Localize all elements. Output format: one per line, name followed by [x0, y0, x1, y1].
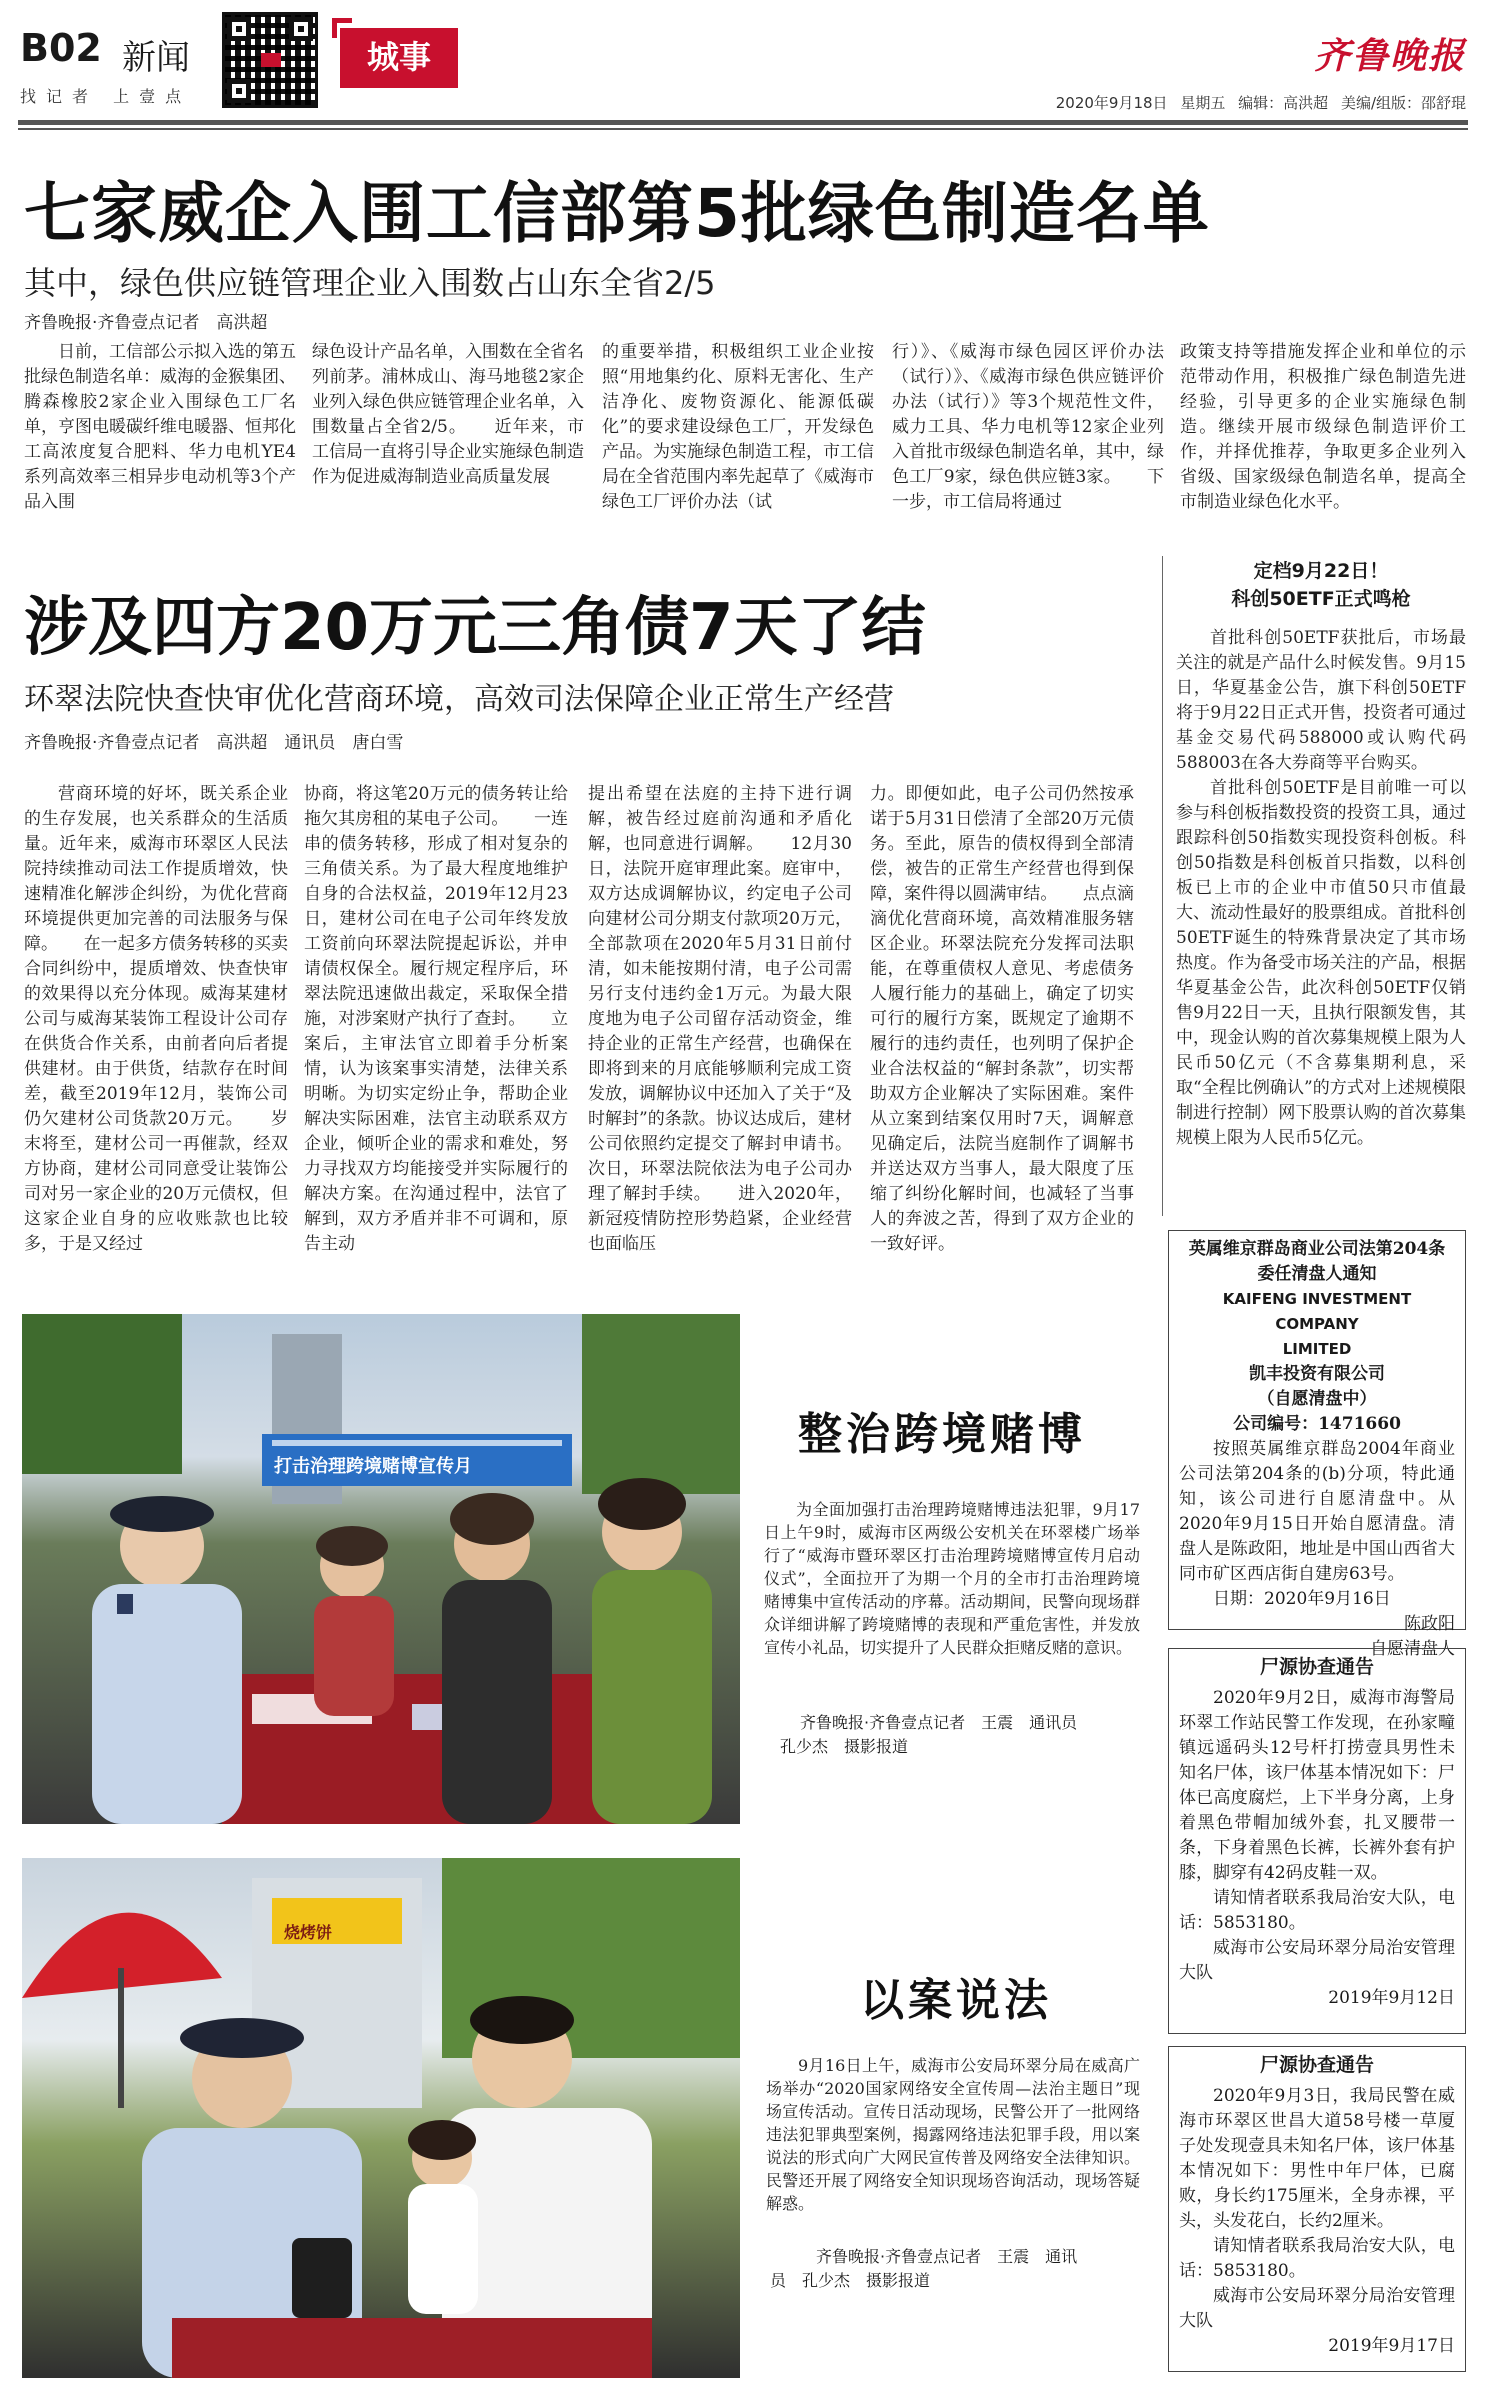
photo2-credit: 员 孔少杰 摄影报道 — [770, 2271, 931, 2290]
notice-company-number: 公司编号：1471660 — [1233, 1414, 1401, 1434]
header-rule — [18, 120, 1468, 125]
notice-title: 委任清盘人通知 — [1257, 1264, 1377, 1284]
issue-designer: 美编/组版：邵舒琨 — [1340, 94, 1466, 112]
article2-byline: 齐鲁晚报·齐鲁壹点记者 高洪超 通讯员 唐白雪 — [24, 733, 404, 753]
qr-logo-icon — [261, 53, 281, 67]
photo1-credit: 孔少杰 摄影报道 — [780, 1737, 909, 1756]
article1-byline: 齐鲁晚报·齐鲁壹点记者 高洪超 — [24, 313, 268, 333]
notice-date: 2019年9月17日 — [1328, 2336, 1455, 2356]
notice-contact: 请知情者联系我局治安大队，电话：5853180。 — [1179, 1888, 1455, 1933]
photo2-caption: 9月16日上午，威海市公安局环翠分局在威高广场举办“2020国家网络安全宣传周—法治主题日”现场宣传活动。宣传日活动现场，民警公开了一批网络违法犯罪典型案例，揭露网络违法犯罪手段，用以案说法的形式向广大网民宣传普及网络安全法律知识。民警还开展了网络安全知识现场咨询活动，现场答疑解惑。 — [766, 2056, 1140, 2213]
notice-contact: 请知情者联系我局治安大队，电话：5853180。 — [1179, 2236, 1455, 2281]
event-banner-text: 打击治理跨境赌博宣传月 — [274, 1456, 472, 1477]
header-rule — [18, 128, 1468, 130]
qr-eye-icon — [289, 17, 313, 41]
notice-issuer: 威海市公安局环翠分局治安管理大队 — [1179, 1938, 1455, 1983]
article1-column: 行）》、《威海市绿色园区评价办法（试行）》、《威海市绿色供应链评价办法（试行）》等3个规范性文件，威力工具、华力电机等12家企业列入首批市级绿色制造名单，其中，绿色工厂9家，绿色供应链3家。 下一步，市工信局将通过 — [892, 342, 1164, 512]
notice-body: 2020年9月3日，我局民警在威海市环翠区世昌大道58号楼一草厦子处发现壹具未知名尸体，该尸体基本情况如下：男性中年尸体，已腐败，身长约175厘米，全身赤裸，平头，头发花白，长约2厘米。 — [1179, 2086, 1455, 2231]
sidebar-body: 首批科创50ETF获批后，市场最关注的就是产品什么时候发售。9月15日，华夏基金公告，旗下科创50ETF将于9月22日正式开售，投资者可通过基金交易代码588000或认购代码588003在各大券商等平台购买。 首批科创50ETF是目前唯一可以参与科创板指数投资的投资工具，通过跟踪科创50指数实现投资科创板。科创50指数是科创板首只指数，以科创板已上市的企业中市值50只市值最大、流动性最好的股票组成。首批科创50ETF诞生的特殊背景决定了其市场热度。作为备受市场关注的产品，根据华夏基金公告，此次科创50ETF仅销售9月22日一天，且执行限额发售，其中，现金认购的首次募集规模上限为人民币50亿元（不含募集期利息，采取“全程比例确认”的方式对上述规模限制进行控制）网下股票认购的首次募集规模上限为人民币5亿元。 — [1176, 628, 1466, 1148]
corpse-identification-notice — [1168, 1648, 1466, 2034]
article2-subheadline: 环翠法院快查快审优化营商环境，高效司法保障企业正常生产经营 — [24, 682, 894, 717]
photo1-credit: 齐鲁晚报·齐鲁壹点记者 王震 通讯员 — [800, 1713, 1078, 1732]
cyber-security-event-photo — [22, 1858, 740, 2378]
photo2-headline: 以案说法 — [860, 1975, 1052, 2026]
qr-eye-icon — [227, 17, 251, 41]
section-name: 新闻 — [122, 38, 190, 78]
notice-company-status: （自愿清盘中） — [1257, 1389, 1377, 1409]
column-rule — [1162, 556, 1163, 1216]
article2-column: 力。即便如此，电子公司仍然按承诺于5月31日偿清了全部20万元债务。至此，原告的债权得到全部清偿，被告的正常生产经营也得到保障，案件得以圆满审结。 点点滴滴优化营商环境，高效精准服务辖区企业。环翠法院充分发挥司法职能，在尊重债权人意见、考虑债务人履行能力的基础上，确定了切实可行的履行方案，既规定了逾期不履行的违约责任，也列明了保护企业合法权益的“解封条款”，切实帮助双方企业解决了实际困难。案件从立案到结案仅用时7天，调解意见确定后，法院当庭制作了调解书并送达双方当事人，最大限度了压缩了纠纷化解时间，也减轻了当事人的奔波之苦，得到了双方企业的一致好评。 — [870, 784, 1134, 1254]
article2-column: 营商环境的好坏，既关系企业的生存发展，也关系群众的生活质量。近年来，威海市环翠区人民法院持续推动司法工作提质增效，快速精准化解涉企纠纷，为优化营商环境提供更加完善的司法服务与保障。 在一起多方债务转移的买卖合同纠纷中，提质增效、快查快审的效果得以充分体现。威海某建材公司与威海某装饰工程设计公司存在供货合作关系，由前者向后者提供建材。由于供货，结款存在时间差，截至2019年12月，装饰公司仍欠建材公司货款20万元。 岁末将至，建材公司一再催款，经双方协商，建材公司同意受让装饰公司对另一家企业的20万元债权，但这家企业自身的应收账款也比较多，于是又经过 — [24, 784, 288, 1254]
sidebar-title-line1: 定档9月22日！ — [1253, 560, 1389, 582]
notice-date: 2019年9月12日 — [1328, 1988, 1455, 2008]
article2-column: 提出希望在法庭的主持下进行调解，被告经过庭前沟通和矛盾化解，也同意进行调解。 12月30日，法院开庭审理此案。庭审中，双方达成调解协议，约定电子公司向建材公司分期支付款项20万元，全部款项在2020年5月31日前付清，如未能按期付清，电子公司需另行支付违约金1万元。为最大限度地为电子公司留存活动资金，维持企业的正常生产经营，也确保在即将到来的月底能够顺利完成工资发放，调解协议中还加入了关于“及时解封”的条款。协议达成后，建材公司依照约定提交了解封申请书。次日，环翠法院依法为电子公司办理了解封手续。 进入2020年，新冠疫情防控形势趋紧，企业经营也面临压 — [588, 784, 852, 1254]
notice-title: 尸源协查通告 — [1259, 1656, 1374, 1678]
notice-body: 2020年9月2日，威海市海警局环翠工作站民警工作发现，在孙家疃镇远遥码头12号杆打捞壹具男性未知名尸体，该尸体基本情况如下：尸体已高度腐烂，上下半身分离，上身着黑色带帽加绒外套，扎叉腰带一条，下身着黑色长裤，长裤外套有护膝，脚穿有42码皮鞋一双。 — [1179, 1688, 1455, 1883]
sidebar-title-line2: 科创50ETF正式鸣枪 — [1231, 588, 1411, 610]
issue-weekday: 星期五 — [1180, 94, 1226, 112]
anti-gambling-event-photo — [22, 1314, 740, 1824]
issue-info — [1056, 92, 1466, 113]
notice-signatory-role: 自愿清盘人 — [1370, 1639, 1455, 1659]
article1-headline: 七家威企入围工信部第5批绿色制造名单 — [24, 175, 1210, 252]
photo-illustration — [22, 1858, 740, 2378]
notice-company-en: KAIFENG INVESTMENT COMPANY — [1222, 1290, 1412, 1333]
article1-column: 绿色设计产品名单，入围数在全省名列前茅。浦林成山、海马地毯2家企业列入绿色供应链管理企业名单，入围数量占全省2/5。 近年来，市工信局一直将引导企业实施绿色制造作为促进威海制造业高质量发展 — [312, 342, 584, 487]
photo1-caption: 为全面加强打击治理跨境赌博违法犯罪，9月17日上午9时，威海市区两级公安机关在环翠楼广场举行了“威海市暨环翠区打击治理跨境赌博宣传月启动仪式”，全面拉开了为期一个月的全市打击治理跨境赌博集中宣传活动的序幕。活动期间，民警向现场群众详细讲解了跨境赌博的表现和严重危害性，并发放宣传小礼品，切实提升了人民群众拒赌反赌的意识。 — [764, 1500, 1140, 1657]
article1-column: 日前，工信部公示拟入选的第五批绿色制造名单：威海的金猴集团、腾森橡胶2家企业入围绿色工厂名单，亨图电暖碳纤维电暖器、恒邦化工高浓度复合肥料、华力电机YE4系列高效率三相异步电动机等3个产品入围 — [24, 342, 296, 512]
page-code: B02 — [20, 26, 102, 70]
masthead-logo: 齐鲁晚报 — [1313, 35, 1466, 77]
article2-column: 协商，将这笔20万元的债务转让给拖欠其房租的某电子公司。 一连串的债务转移，形成了相对复杂的三角债关系。为了最大程度地维护自身的合法权益，2019年12月23日，建材公司在电子公司年终发放工资前向环翠法院提起诉讼，并申请债权保全。履行规定程序后，环翠法院迅速做出裁定，采取保全措施，对涉案财产执行了查封。 立案后，主审法官立即着手分析案情，认为该案事实清楚，法律关系明晰。为切实定纷止争，帮助企业解决实际困难，法官主动联系双方企业，倾听企业的需求和难处，努力寻找双方均能接受并实际履行的解决方案。在沟通过程中，法官了解到，双方矛盾并非不可调和，原告主动 — [304, 784, 568, 1254]
article1-column: 政策支持等措施发挥企业和单位的示范带动作用，积极推广绿色制造先进经验，引导更多的企业实施绿色制造。继续开展市级绿色制造评价工作，并择优推荐，争取更多企业列入省级、国家级绿色制造名单，提高全市制造业绿色化水平。 — [1180, 342, 1466, 512]
qr-eye-icon — [227, 79, 251, 103]
issue-editor: 编辑：高洪超 — [1238, 94, 1329, 112]
notice-body: 按照英属维京群岛2004年商业公司法第204条的(b)分项，特此通知，该公司进行自愿清盘中。从2020年9月15日开始自愿清盘。清盘人是陈政阳，地址是中国山西省大同市矿区西店街自建房63号。 — [1179, 1439, 1455, 1584]
notice-title: 尸源协查通告 — [1259, 2054, 1374, 2076]
article1-column: 的重要举措，积极组织工业企业按照“用地集约化、原料无害化、生产洁净化、废物资源化、能源低碳化”的要求建设绿色工厂，开发绿色产品。为实施绿色制造工程，市工信局在全省范围内率先起草了《威海市绿色工厂评价办法（试 — [602, 342, 874, 512]
notice-company-cn: 凯丰投资有限公司 — [1249, 1364, 1385, 1384]
corpse-identification-notice — [1168, 2046, 1466, 2372]
article2-headline: 涉及四方20万元三角债7天了结 — [24, 591, 926, 665]
issue-date: 2020年9月18日 — [1055, 94, 1168, 112]
notice-title: 英属维京群岛商业公司法第204条 — [1188, 1239, 1446, 1259]
notice-issuer: 威海市公安局环翠分局治安管理大队 — [1179, 2286, 1455, 2331]
notice-company-en: LIMITED — [1282, 1340, 1352, 1358]
notice-signatory: 陈政阳 — [1404, 1614, 1455, 1634]
section-badge: 城事 — [340, 28, 458, 88]
storefront-sign-text: 烧烤饼 — [284, 1923, 333, 1942]
photo2-credit: 齐鲁晚报·齐鲁壹点记者 王震 通讯 — [816, 2247, 1078, 2266]
qr-code-icon[interactable] — [222, 12, 318, 108]
article1-subheadline: 其中，绿色供应链管理企业入围数占山东全省2/5 — [24, 264, 716, 302]
liquidation-notice — [1168, 1230, 1466, 1659]
notice-date: 日期：2020年9月16日 — [1213, 1589, 1391, 1609]
header-slogan: 找记者 上壹点 — [20, 87, 192, 106]
photo-illustration — [22, 1314, 740, 1824]
photo1-headline: 整治跨境赌博 — [798, 1409, 1086, 1460]
